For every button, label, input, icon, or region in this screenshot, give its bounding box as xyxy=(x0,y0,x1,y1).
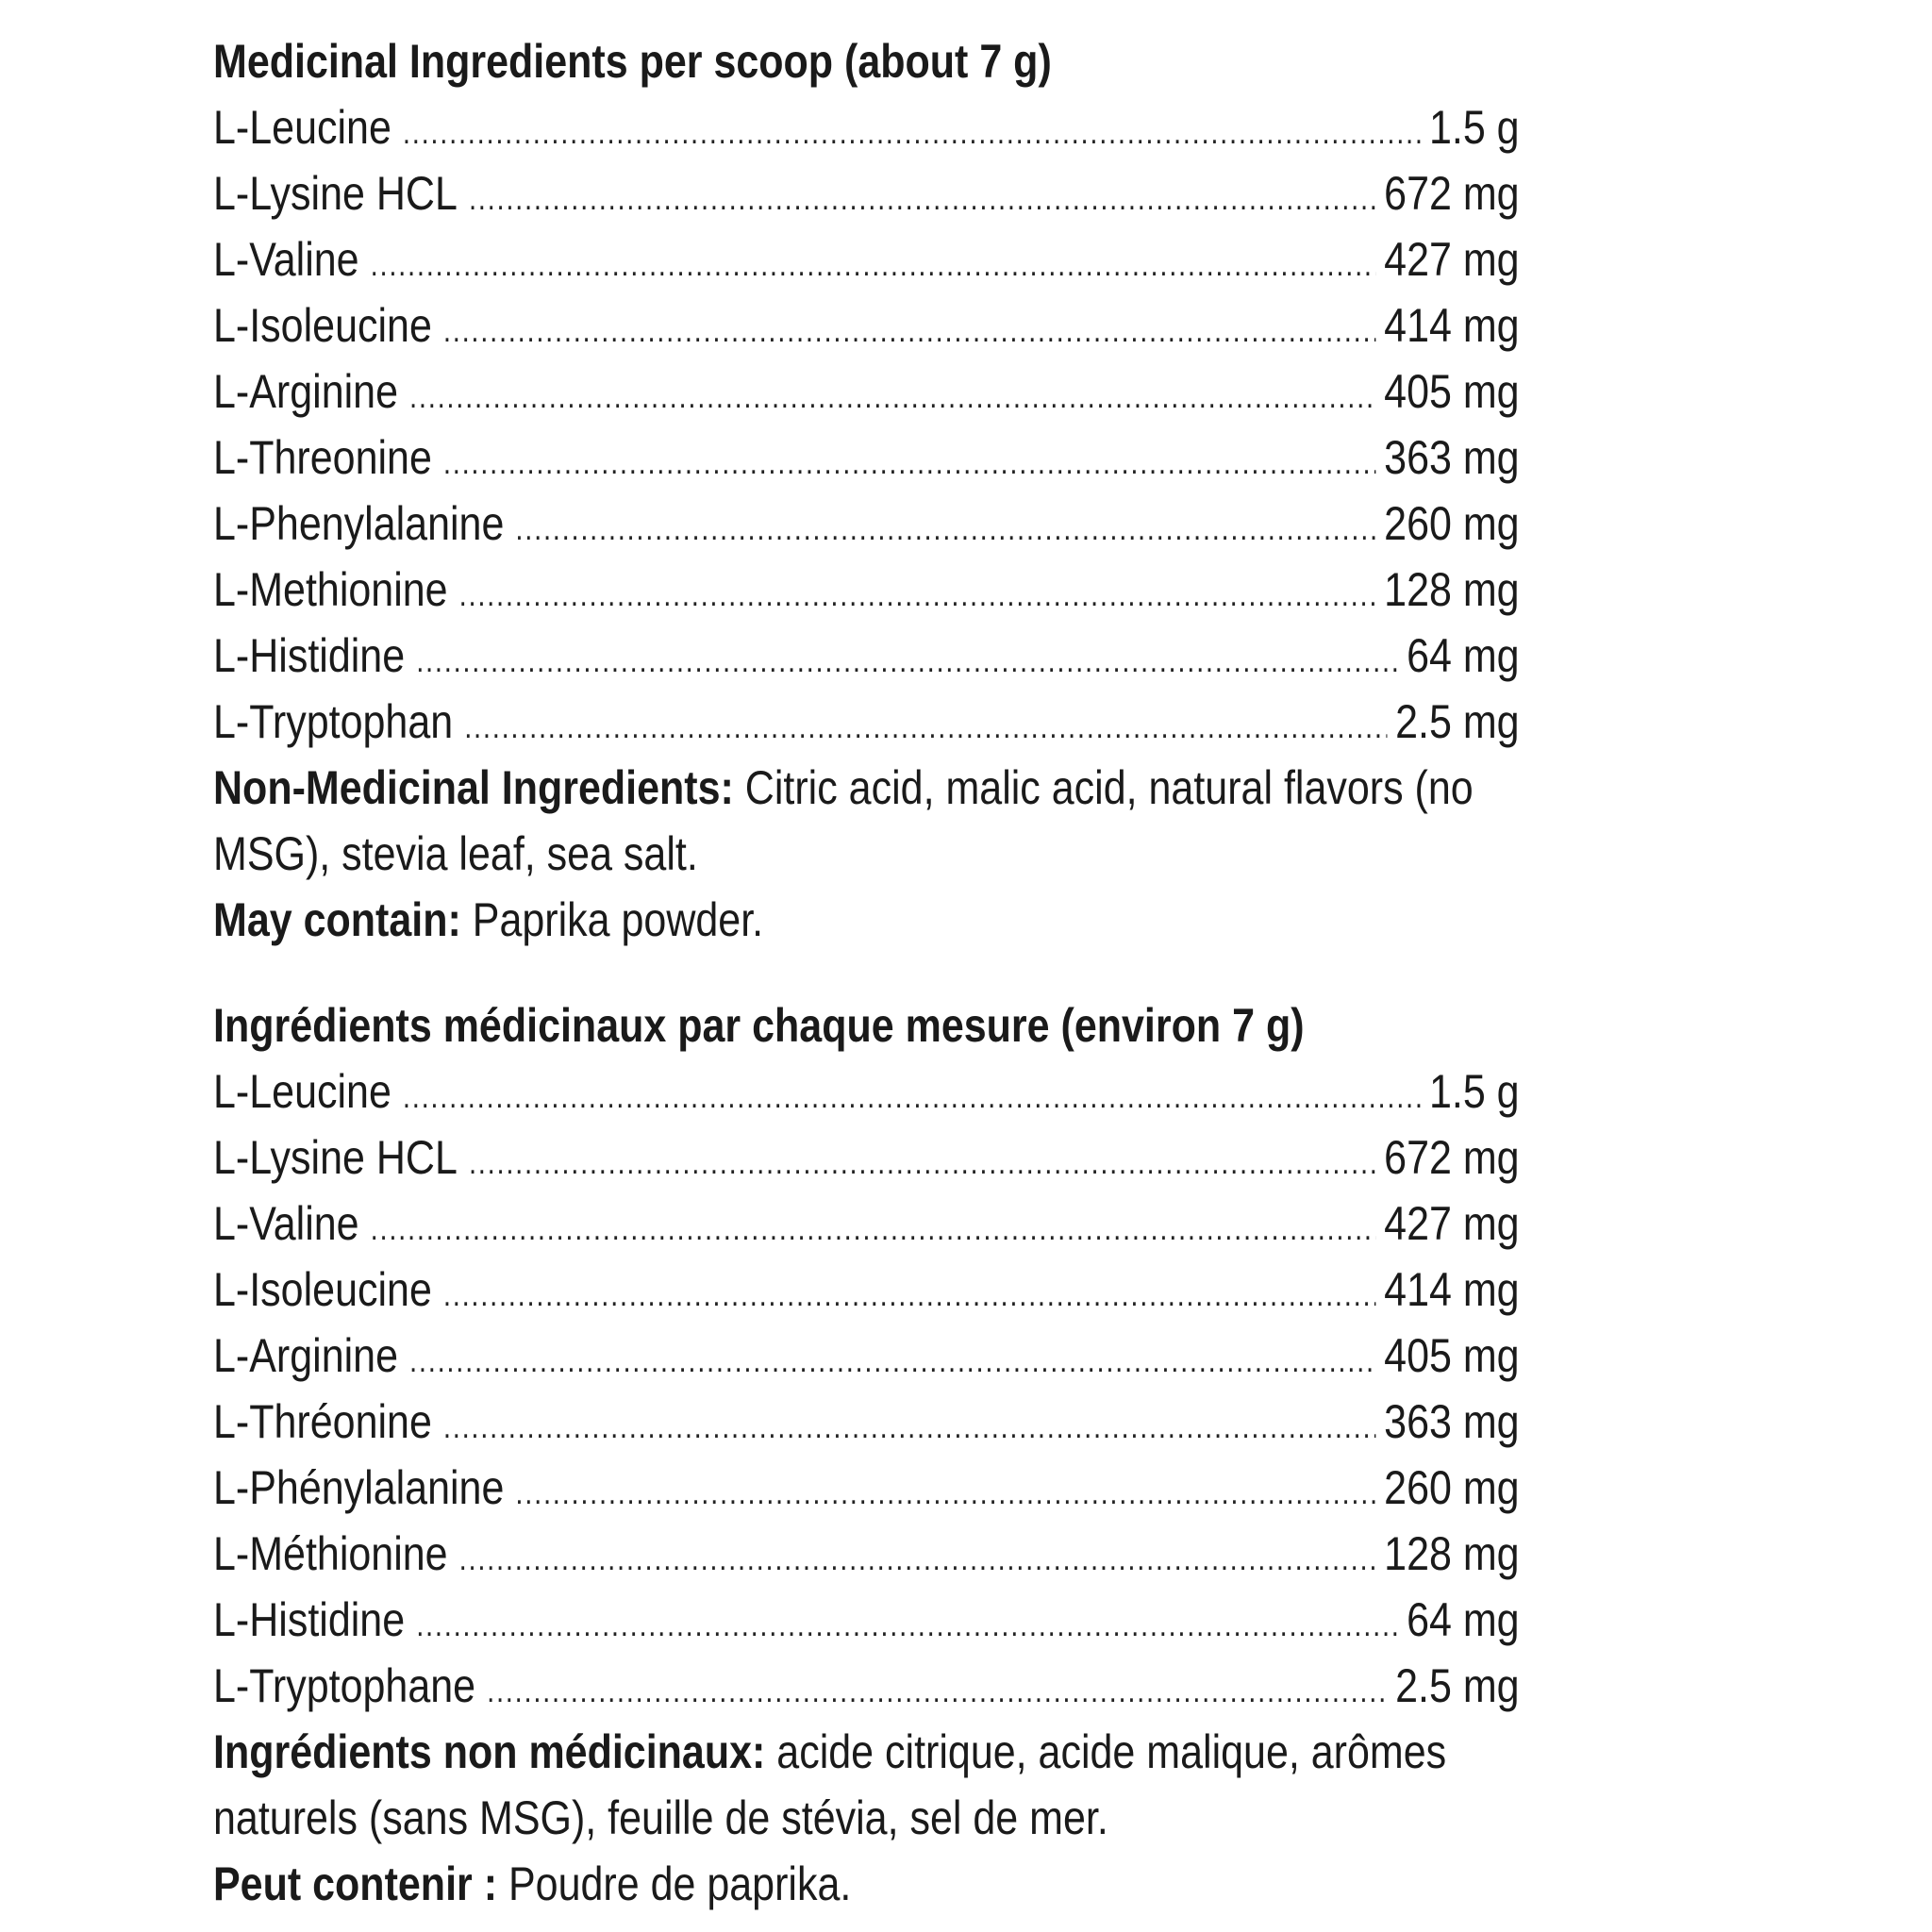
non-medicinal-ingredients xyxy=(213,1719,1520,1851)
ingredient-name: L-Isoleucine xyxy=(213,299,432,352)
ingredient-name: L-Phénylalanine xyxy=(213,1461,505,1514)
ingredient-amount: 260 mg xyxy=(1384,1461,1520,1514)
ingredient-name: L-Valine xyxy=(213,1197,359,1250)
dot-leader xyxy=(464,694,1387,760)
ingredient-amount: 128 mg xyxy=(1384,1527,1520,1580)
dot-leader xyxy=(459,1526,1376,1592)
ingredient-amount: 427 mg xyxy=(1384,1197,1520,1250)
dot-leader xyxy=(416,1592,1398,1658)
ingredient-amount: 363 mg xyxy=(1384,1395,1520,1448)
ingredient-row xyxy=(213,623,1520,689)
ingredient-row xyxy=(213,358,1520,425)
may-contain-label: Peut contenir : xyxy=(213,1857,498,1910)
ingredient-name: L-Leucine xyxy=(213,1065,391,1118)
ingredient-amount: 128 mg xyxy=(1384,563,1520,616)
dot-leader xyxy=(409,1328,1376,1394)
ingredient-row xyxy=(213,557,1520,623)
ingredient-row xyxy=(213,1124,1520,1191)
ingredient-name: L-Tryptophan xyxy=(213,695,454,748)
may-contain xyxy=(213,1851,1520,1917)
ingredient-name: L-Valine xyxy=(213,233,359,286)
ingredient-row xyxy=(213,1191,1520,1257)
ingredient-name: L-Thréonine xyxy=(213,1395,432,1448)
may-contain xyxy=(213,887,1520,953)
ingredient-name: L-Threonine xyxy=(213,431,432,484)
dot-leader xyxy=(515,496,1375,562)
non-medicinal-label: Ingrédients non médicinaux: xyxy=(213,1725,766,1778)
ingredient-row xyxy=(213,1521,1520,1587)
ingredient-row xyxy=(213,1653,1520,1719)
ingredient-row xyxy=(213,1257,1520,1323)
dot-leader xyxy=(371,1196,1376,1262)
ingredient-amount: 64 mg xyxy=(1407,629,1520,682)
ingredient-name: L-Histidine xyxy=(213,1593,406,1646)
ingredient-name: L-Méthionine xyxy=(213,1527,448,1580)
dot-leader xyxy=(409,364,1376,430)
ingredient-amount: 1.5 g xyxy=(1428,1065,1520,1118)
ingredient-row xyxy=(213,1455,1520,1521)
dot-leader xyxy=(416,628,1398,694)
ingredient-row xyxy=(213,160,1520,226)
non-medicinal-text: Citric acid, malic acid, natural flavors (no MSG), stevia leaf, sea salt. xyxy=(213,761,1474,880)
ingredient-name: L-Phenylalanine xyxy=(213,497,505,550)
french-label-block xyxy=(213,992,1520,1917)
ingredient-amount: 260 mg xyxy=(1384,497,1520,550)
non-medicinal-label: Non-Medicinal Ingredients: xyxy=(213,761,734,814)
ingredient-amount: 2.5 mg xyxy=(1395,1659,1520,1712)
ingredient-row xyxy=(213,1389,1520,1455)
ingredient-amount: 414 mg xyxy=(1384,299,1520,352)
ingredient-name: L-Arginine xyxy=(213,1329,398,1382)
dot-leader xyxy=(469,166,1376,232)
may-contain-text: Poudre de paprika. xyxy=(497,1857,852,1910)
french-heading: Ingrédients médicinaux par chaque mesure (environ 7 g) xyxy=(213,999,1305,1052)
ingredient-row xyxy=(213,292,1520,358)
dot-leader xyxy=(443,430,1376,496)
ingredient-amount: 2.5 mg xyxy=(1395,695,1520,748)
dot-leader xyxy=(443,298,1376,364)
dot-leader xyxy=(403,1064,1421,1130)
dot-leader xyxy=(443,1262,1376,1328)
dot-leader xyxy=(487,1658,1387,1724)
dot-leader xyxy=(469,1130,1376,1196)
ingredient-name: L-Arginine xyxy=(213,365,398,418)
ingredient-row xyxy=(213,1058,1520,1124)
ingredient-name: L-Leucine xyxy=(213,101,391,154)
dot-leader xyxy=(403,100,1421,166)
ingredient-name: L-Tryptophane xyxy=(213,1659,476,1712)
ingredient-amount: 405 mg xyxy=(1384,1329,1520,1382)
ingredient-name: L-Lysine HCL xyxy=(213,167,458,220)
english-label-block xyxy=(213,28,1520,953)
ingredient-amount: 427 mg xyxy=(1384,233,1520,286)
ingredient-amount: 405 mg xyxy=(1384,365,1520,418)
dot-leader xyxy=(371,232,1376,298)
may-contain-text: Paprika powder. xyxy=(460,893,764,946)
ingredient-amount: 1.5 g xyxy=(1428,101,1520,154)
ingredient-name: L-Methionine xyxy=(213,563,448,616)
ingredient-row xyxy=(213,226,1520,292)
ingredient-amount: 672 mg xyxy=(1384,167,1520,220)
ingredient-name: L-Histidine xyxy=(213,629,406,682)
non-medicinal-text: acide citrique, acide malique, arômes naturels (sans MSG), feuille de stévia, sel de mer. xyxy=(213,1725,1447,1844)
ingredient-name: L-Lysine HCL xyxy=(213,1131,458,1184)
ingredient-row xyxy=(213,1323,1520,1389)
non-medicinal-ingredients xyxy=(213,755,1520,887)
ingredient-name: L-Isoleucine xyxy=(213,1263,432,1316)
dot-leader xyxy=(459,562,1376,628)
ingredient-row xyxy=(213,94,1520,160)
dot-leader xyxy=(443,1394,1376,1460)
ingredient-row xyxy=(213,491,1520,557)
dot-leader xyxy=(515,1460,1375,1526)
ingredient-amount: 64 mg xyxy=(1407,1593,1520,1646)
english-heading: Medicinal Ingredients per scoop (about 7 g) xyxy=(213,35,1052,88)
ingredient-amount: 672 mg xyxy=(1384,1131,1520,1184)
ingredient-row xyxy=(213,425,1520,491)
ingredient-amount: 414 mg xyxy=(1384,1263,1520,1316)
ingredient-amount: 363 mg xyxy=(1384,431,1520,484)
may-contain-label: May contain: xyxy=(213,893,461,946)
ingredient-row xyxy=(213,1587,1520,1653)
ingredient-row xyxy=(213,689,1520,755)
